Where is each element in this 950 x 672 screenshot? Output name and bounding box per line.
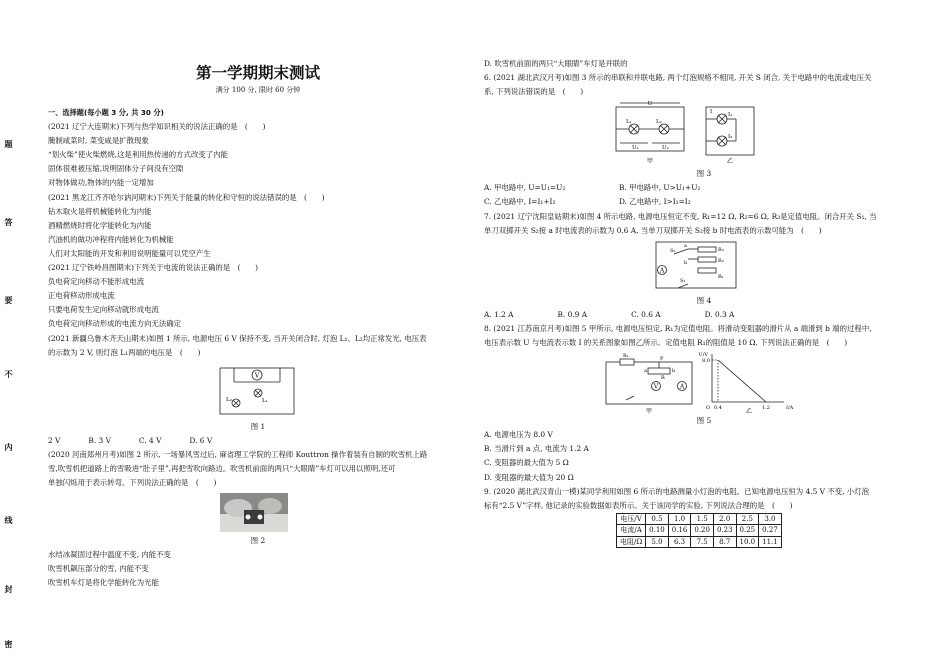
figure-4	[484, 238, 924, 294]
switch-label-s1: S₁	[680, 277, 686, 284]
voltage-label-u1: U₁	[632, 145, 639, 152]
option-line: A. 电源电压为 8.0 V	[484, 430, 553, 440]
resistor-label-r3: R₃	[718, 246, 724, 253]
current-label-i1: I₁	[728, 112, 733, 119]
figure-caption: 图 4	[696, 295, 712, 305]
graph-x-label: I/A	[786, 405, 794, 412]
option-line: “划火柴”使火柴燃烧,这是利用热传递的方式改变了内能	[48, 150, 228, 160]
question-line: 6. (2021 湖北武汉月考)如图 3 所示的串联和并联电路, 两个灯泡规格不相同, 开关 S 闭合, 关于电路中的电流或电压关	[484, 73, 872, 83]
margin-char: 答	[4, 218, 14, 226]
option: C. 0.6 A	[631, 309, 661, 319]
sub-label: 乙	[726, 158, 734, 166]
table-cell: 8.7	[713, 536, 736, 548]
table-row	[617, 513, 782, 525]
table-cell: 0.23	[713, 525, 736, 537]
question-line: 9. (2020 湖北武汉青山一模)某同学利用如图 6 所示的电路测量小灯泡的电阻。已知电源电压恒为 4.5 V 不变, 小灯泡	[484, 486, 869, 496]
switch-label-s2: S₂	[670, 247, 676, 254]
slider-end-b: b	[672, 368, 676, 375]
option: D. 乙电路中, I>I₁=I₂	[619, 197, 691, 207]
ammeter-symbol: A	[679, 383, 685, 391]
table-cell: 2.5	[736, 513, 759, 525]
question-line: (2021 新疆乌鲁木齐天山期末)如图 1 所示, 电源电压 6 V 保持不变, 当开关闭合时, 灯泡 L₁、L₂均正常发光, 电压表	[48, 333, 427, 343]
margin-char: 封	[4, 585, 14, 593]
voltage-label: U	[647, 101, 653, 108]
options-row	[484, 308, 924, 322]
current-label: I	[710, 109, 713, 116]
question-line: 8. (2021 江苏南京月考)如图 5 甲所示, 电源电压恒定, R₁为定值电阻。将滑动变阻器的滑片从 a 端滑到 b 端的过程中,	[484, 323, 872, 333]
option: D. 6 V	[189, 435, 213, 445]
table-cell: 3.0	[759, 513, 782, 525]
option: C. 4 V	[138, 435, 162, 445]
option-line: D. 吹雪机前面的两只“大眼睛”车灯是并联的	[484, 59, 628, 68]
page-title: 第一学期期末测试	[195, 64, 320, 82]
option-line: 只要电荷发生定向移动就形成电流	[48, 305, 159, 315]
voltmeter-symbol: V	[254, 372, 260, 380]
table-cell: 6.3	[668, 536, 691, 548]
option: A. 1.2 A	[484, 309, 514, 319]
option-line: 水结冰凝固过程中温度不变, 内能不变	[48, 550, 171, 560]
ammeter-symbol: A	[659, 267, 665, 275]
table-cell: 0.25	[736, 525, 759, 537]
options-row	[48, 434, 468, 448]
question-line: (2021 辽宁铁岭昌图期末)下列关于电流的说法正确的是 ( )	[48, 263, 259, 273]
option-line: 人们对太阳能的开发和利用说明能量可以凭空产生	[48, 248, 211, 258]
table-row	[617, 536, 782, 548]
table-cell: 10.0	[736, 536, 759, 548]
snow-blower-photo	[48, 490, 468, 534]
table-cell: 11.1	[759, 536, 782, 548]
question-line: 单刀双掷开关 S₂接 a 时电流表的示数为 0.6 A, 当单刀双掷开关 S₂接 b 时电流表的示数可能为 ( )	[484, 225, 822, 235]
circuit-diagram-1	[48, 360, 468, 420]
margin-char: 密	[4, 640, 14, 648]
margin-char: 不	[4, 370, 14, 378]
option-line: 负电荷定向移动形成的电流方向无法确定	[48, 319, 182, 329]
graph-x-tick: 1.2	[762, 405, 770, 412]
option-line: 正电荷移动形成电流	[48, 291, 115, 301]
option-line: 钻木取火是将机械能转化为内能	[48, 206, 152, 216]
table-cell: 5.0	[646, 536, 669, 548]
lamp-label-l2: L₂	[656, 119, 662, 126]
option: C. 乙电路中, I=I₁+I₂	[484, 197, 556, 207]
sub-label: 甲	[645, 408, 653, 415]
figure-caption: 图 1	[250, 421, 266, 431]
question-line: (2020 河南郑州月考)如图 2 所示, 一场暴风雪过后, 麻省理工学院的工程师 Kouttron 操作着装有自制的吹雪机上路	[48, 449, 428, 459]
lamp-label-l1: L₁	[626, 119, 632, 126]
graph-y-label: U/V	[698, 352, 708, 359]
binding-margin	[0, 0, 24, 672]
figure-caption: 图 3	[696, 169, 712, 179]
table-cell: 0.20	[691, 525, 714, 537]
option-line: 对物体做功,物体的内能一定增加	[48, 178, 154, 188]
slider-label: P	[660, 356, 664, 363]
table-row-label: 电阻/Ω	[617, 536, 646, 548]
figure-2	[48, 490, 468, 534]
page-subtitle: 满分 100 分, 限时 60 分钟	[215, 86, 301, 94]
voltage-label-u2: U₂	[662, 145, 669, 152]
figure-3	[484, 99, 924, 167]
option-line: 负电荷定向移动不能形成电流	[48, 277, 145, 287]
section-heading: 一、选择题(每小题 3 分, 共 30 分)	[48, 108, 164, 117]
graph-origin: O	[705, 405, 710, 412]
question-line: 单独闪烁用于表示转弯。下列说法正确的是 ( )	[48, 478, 217, 488]
table-cell: 0.16	[668, 525, 691, 537]
table-cell: 0.10	[646, 525, 669, 537]
margin-char: 内	[4, 443, 14, 451]
table-row-label: 电压/V	[617, 513, 646, 525]
option-line: B. 当滑片到 a 点, 电流为 1.2 A	[484, 444, 589, 454]
options-row	[484, 181, 924, 195]
question-line: 雪,吹雪机把道路上的雪吸进“肚子里”,再把雪吹向路边。吹雪机前面的两只“大眼睛”车灯可以用以照明,还可	[48, 463, 396, 473]
resistor-label-r1: R₁	[718, 273, 724, 280]
slider-end-a: a	[644, 368, 647, 375]
margin-char: 要	[4, 296, 14, 304]
graph-y-tick: 8.0	[702, 358, 710, 365]
sub-label: 甲	[646, 158, 654, 166]
option-line: 腌制咸菜时, 菜变咸是扩散现象	[48, 136, 149, 146]
table-cell: 1.5	[691, 513, 714, 525]
resistor-label-r1: R₁	[623, 353, 629, 360]
margin-char: 题	[4, 140, 14, 148]
table-cell: 1.0	[668, 513, 691, 525]
option: B. 3 V	[88, 435, 111, 445]
question-line: (2021 辽宁大连期末)下列与热学知识相关的说法正确的是 ( )	[48, 122, 266, 132]
resistor-label-r2: R₂	[718, 257, 724, 264]
table-row-label: 电流/A	[617, 525, 646, 537]
circuit-diagram-5	[484, 350, 924, 414]
margin-char: 线	[4, 516, 14, 524]
option: B. 甲电路中, U>U₁+U₂	[619, 183, 701, 193]
question-line: 7. (2021 辽宁沈阳皇姑期末)如图 4 所示电路, 电源电压恒定不变, R₁=12 Ω, R₂=6 Ω, R₃是定值电阻。闭合开关 S₁, 当	[484, 211, 877, 221]
option: B. 0.9 A	[557, 309, 588, 319]
option-line: D. 变阻器的最大值为 20 Ω	[484, 472, 574, 482]
option: D. 0.3 A	[704, 309, 735, 319]
option-line: 固体很难被压缩,说明固体分子间没有空隙	[48, 164, 184, 174]
left-column	[48, 60, 468, 591]
option-line: 汽油机的做功冲程将内能转化为机械能	[48, 234, 174, 244]
figure-caption: 图 5	[696, 416, 712, 426]
table-cell: 0.27	[759, 525, 782, 537]
question-line: 的示数为 2 V, 则灯泡 L₁两端的电压是 ( )	[48, 347, 201, 357]
options-row	[484, 195, 924, 209]
voltmeter-symbol: V	[653, 383, 659, 391]
figure-caption: 图 2	[250, 536, 266, 546]
circuit-diagram-3	[484, 99, 924, 167]
circuit-diagram-4	[484, 238, 924, 294]
option: 2 V	[48, 435, 61, 445]
terminal-a: a	[684, 242, 687, 249]
table-cell: 0.5	[646, 513, 669, 525]
current-label-i2: I₂	[728, 134, 733, 141]
option-line: C. 变阻器的最大值为 5 Ω	[484, 458, 569, 468]
lamp-label-l2: L₂	[226, 396, 232, 403]
option-line: 酒精燃烧时将化学能转化为内能	[48, 220, 152, 230]
question-line: 系, 下列说法错误的是 ( )	[484, 87, 584, 97]
table-cell: 7.5	[691, 536, 714, 548]
question-line: 标有“2.5 V”字样, 他记录的实验数据如表所示。关于该同学的实验, 下列说法合理的是 ( )	[484, 500, 793, 510]
question-line: 电压表示数 U 与电流表示数 I 的关系图象如图乙所示。定值电阻 R₁的阻值是 10 Ω, 下列说法正确的是 ( )	[484, 338, 848, 348]
option: A. 甲电路中, U=U₁=U₂	[484, 183, 566, 193]
rheostat-label: R	[661, 375, 665, 382]
figure-5	[484, 350, 924, 414]
option-line: 吹雪机飙压部分的雪, 内能不变	[48, 564, 149, 574]
figure-1	[48, 360, 468, 420]
table-row	[617, 525, 782, 537]
terminal-b: b	[684, 259, 688, 266]
data-table	[616, 513, 782, 549]
lamp-label-l1: L₁	[262, 397, 268, 404]
table-cell: 2.0	[713, 513, 736, 525]
graph-x-tick: 0.4	[714, 405, 722, 412]
option-line: 吹雪机车灯是将化学能转化为光能	[48, 578, 159, 588]
right-column	[484, 57, 924, 548]
sub-label: 乙	[745, 408, 753, 415]
question-line: (2021 黑龙江齐齐哈尔讷河期末)下列关于能量的转化和守恒的说法错误的是 ( )	[48, 192, 325, 202]
